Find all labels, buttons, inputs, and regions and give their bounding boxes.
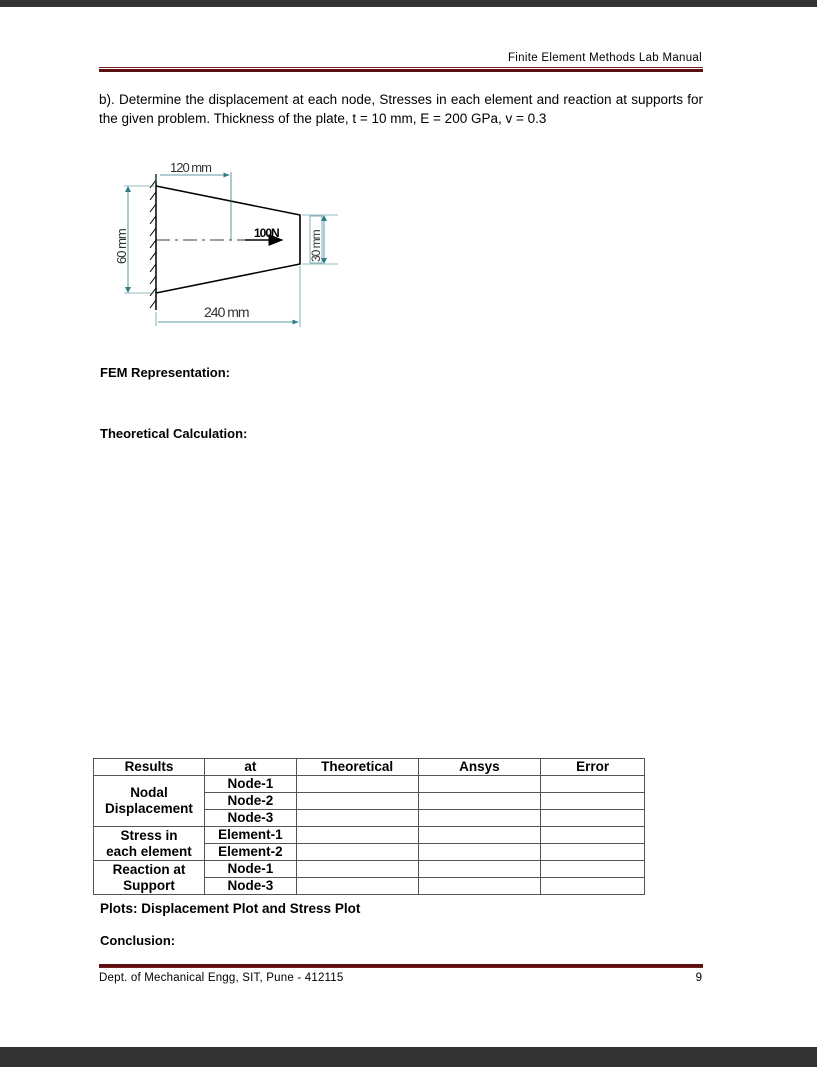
row-label: Node-1 [204, 861, 296, 878]
cell-ansys [418, 844, 541, 861]
cell-theoretical [296, 810, 418, 827]
fem-representation-heading: FEM Representation: [100, 365, 231, 380]
wall-hatching [150, 180, 156, 308]
group-label-stress: Stress in each element [94, 827, 205, 861]
bottom-border-bar [0, 1047, 817, 1067]
cell-theoretical [296, 793, 418, 810]
header-error: Error [541, 759, 645, 776]
cell-theoretical [296, 827, 418, 844]
row-label: Element-2 [204, 844, 296, 861]
manual-title: Finite Element Methods Lab Manual [507, 52, 702, 64]
header-at: at [204, 759, 296, 776]
plots-heading: Plots: Displacement Plot and Stress Plot [100, 901, 361, 916]
group-label-reaction: Reaction at Support [94, 861, 205, 895]
right-dimension-label: 30 mm [309, 230, 323, 262]
header-theoretical: Theoretical [296, 759, 418, 776]
conclusion-heading: Conclusion: [100, 933, 176, 948]
cell-error [541, 793, 645, 810]
page-number: 9 [695, 972, 702, 984]
cell-error [541, 810, 645, 827]
row-label: Node-3 [204, 878, 296, 895]
table-row [94, 827, 645, 844]
cell-ansys [418, 861, 541, 878]
header-results: Results [94, 759, 205, 776]
results-table [93, 758, 645, 895]
cell-theoretical [296, 861, 418, 878]
footer-department: Dept. of Mechanical Engg, SIT, Pune - 412115 [99, 972, 344, 984]
cell-ansys [418, 776, 541, 793]
row-label: Node-1 [204, 776, 296, 793]
table-row [94, 776, 645, 793]
header-ansys: Ansys [418, 759, 541, 776]
table-header-row [94, 759, 645, 776]
table-row [94, 861, 645, 878]
cell-ansys [418, 810, 541, 827]
row-label: Node-3 [204, 810, 296, 827]
cell-error [541, 776, 645, 793]
cell-theoretical [296, 776, 418, 793]
theoretical-calculation-heading: Theoretical Calculation: [100, 426, 248, 441]
force-label: 100N [254, 226, 279, 240]
cell-ansys [418, 878, 541, 895]
header-rule [99, 67, 703, 72]
cell-ansys [418, 793, 541, 810]
cell-error [541, 827, 645, 844]
footer-rule [99, 963, 703, 968]
bottom-dimension-label: 240 mm [204, 304, 249, 320]
cell-error [541, 861, 645, 878]
tapered-plate-figure [110, 152, 350, 334]
row-label: Node-2 [204, 793, 296, 810]
cell-error [541, 844, 645, 861]
figure-svg [110, 152, 350, 334]
cell-theoretical [296, 844, 418, 861]
row-label: Element-1 [204, 827, 296, 844]
group-label-nodal-displacement: Nodal Displacement [94, 776, 205, 827]
left-dimension-label: 60 mm [114, 229, 129, 264]
cell-error [541, 878, 645, 895]
question-text: b). Determine the displacement at each node, Stresses in each element and reaction at supports for the given problem. Thickness of the plate, t = 10 mm, E = 200 GPa, v = 0.3 [99, 92, 703, 126]
top-border-bar [0, 0, 817, 7]
top-dimension-label: 120 mm [170, 160, 211, 175]
cell-theoretical [296, 878, 418, 895]
cell-ansys [418, 827, 541, 844]
